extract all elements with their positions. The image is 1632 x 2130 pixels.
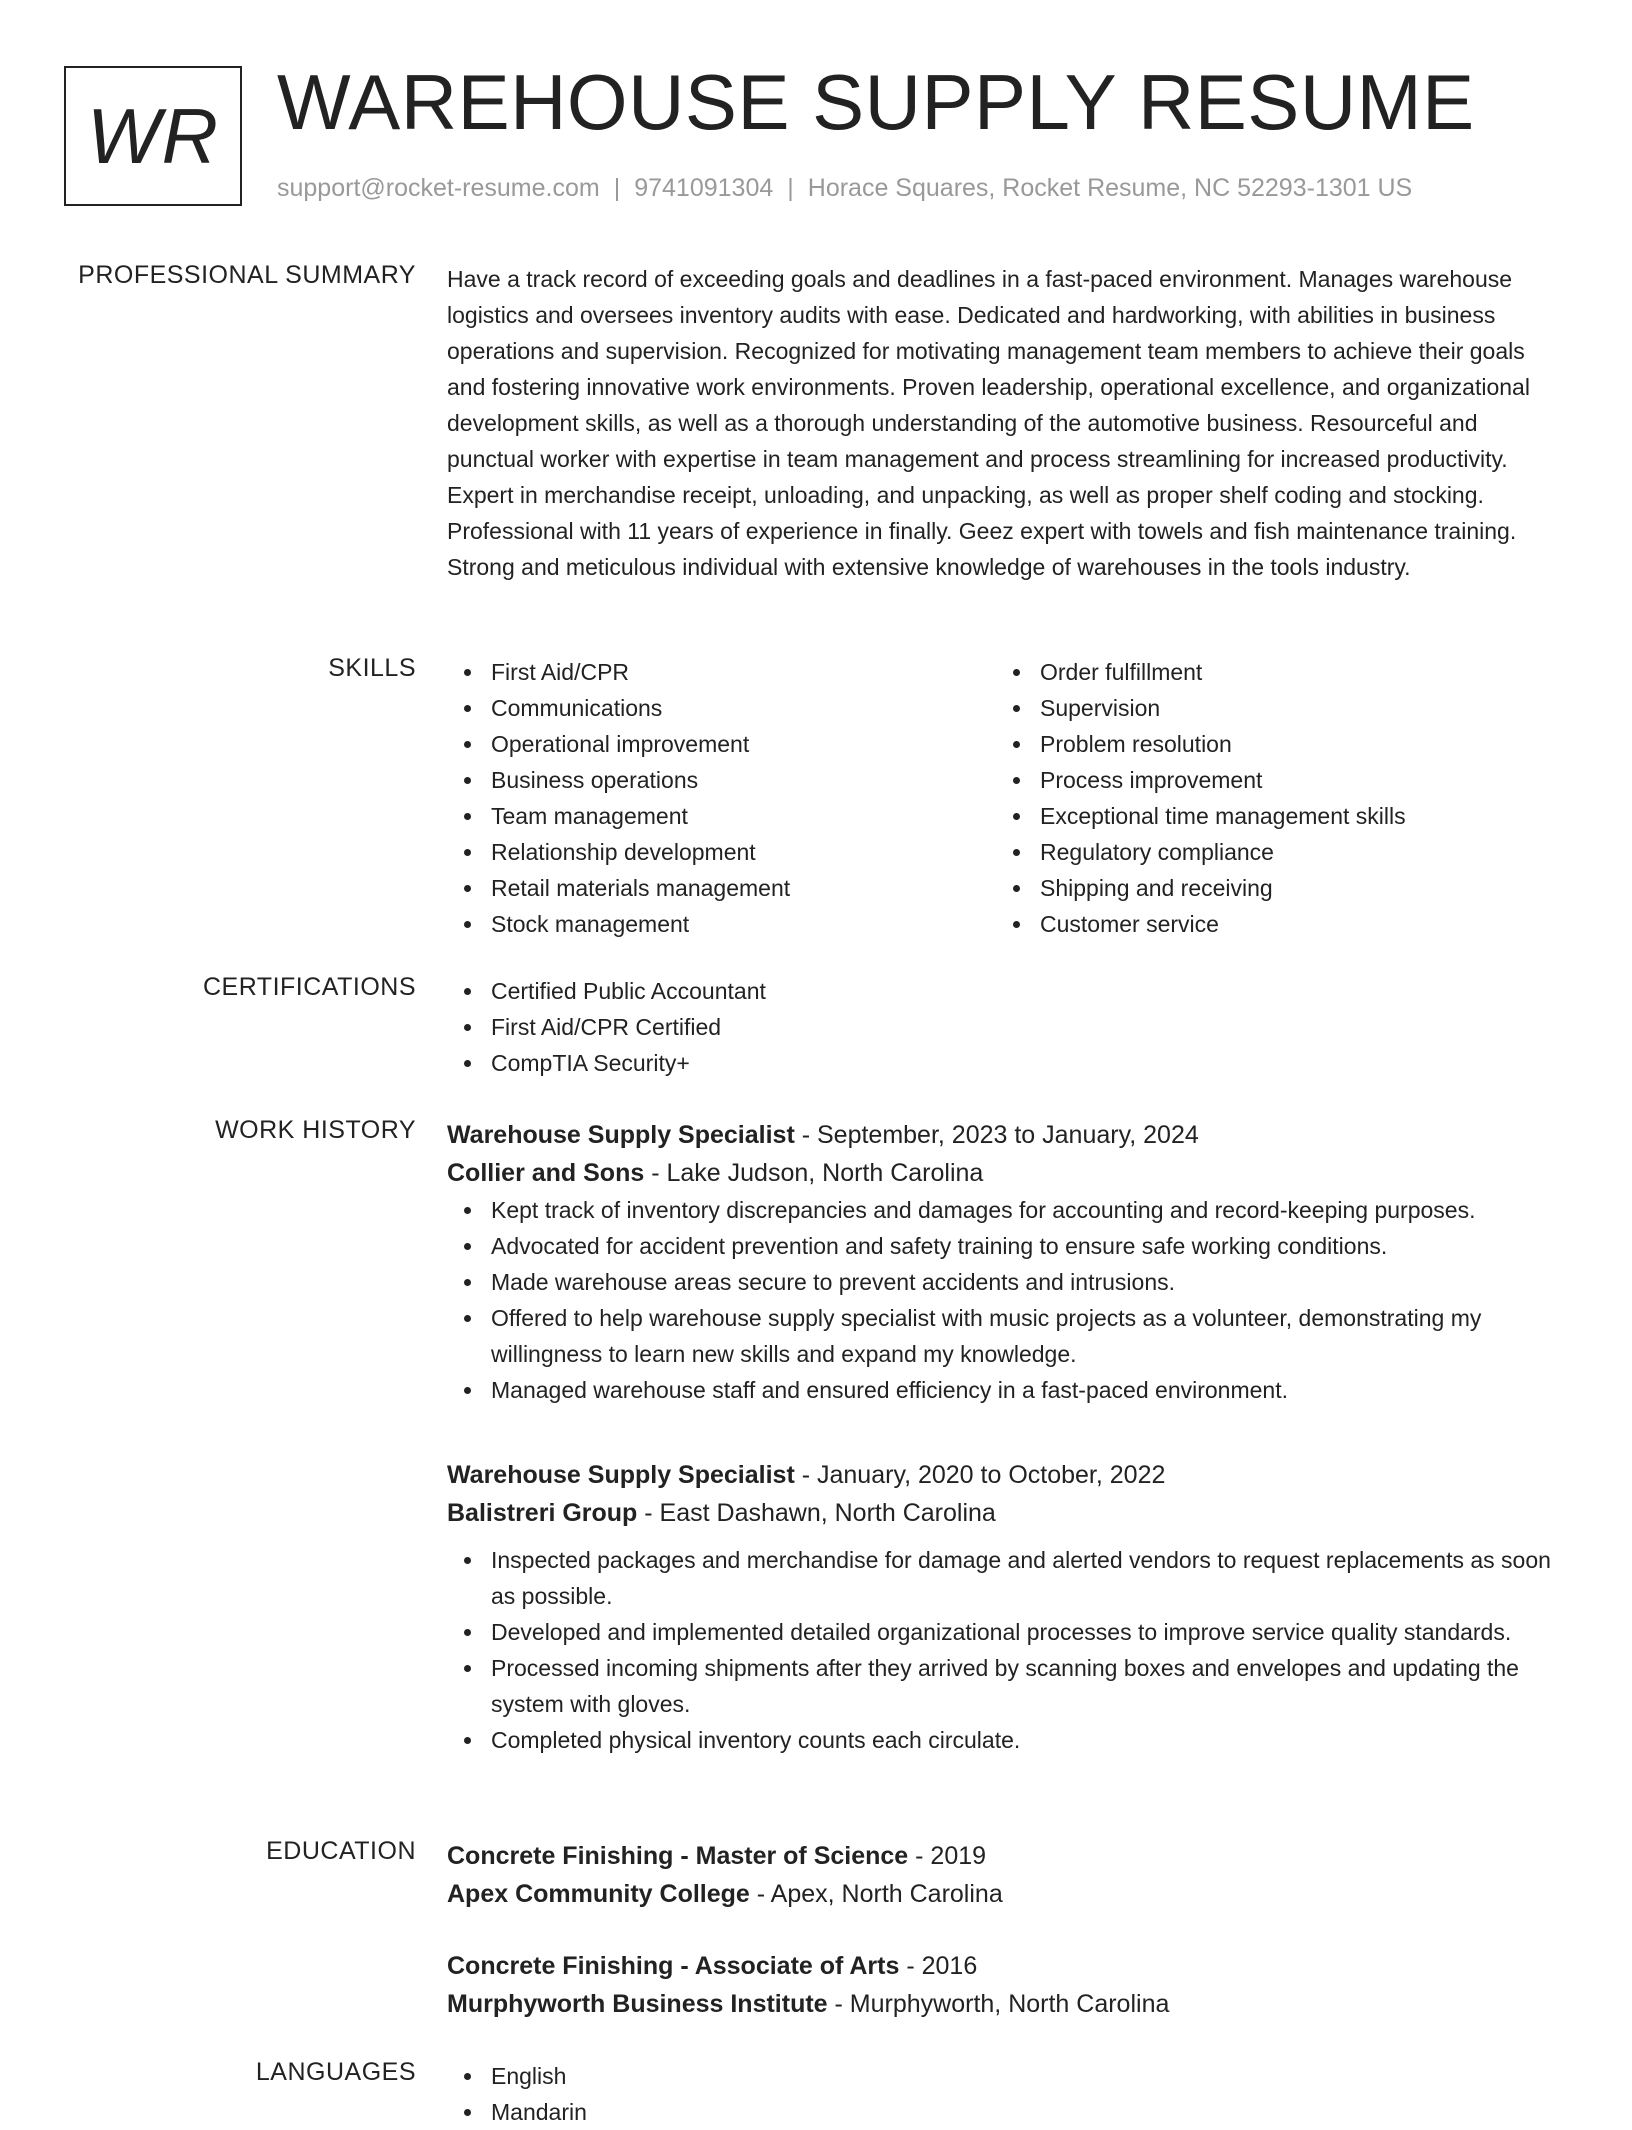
skill-item: Business operations	[447, 762, 987, 798]
resume-title: WAREHOUSE SUPPLY RESUME	[277, 58, 1475, 146]
skill-item: Regulatory compliance	[996, 834, 1536, 870]
language-item: English	[447, 2058, 1567, 2094]
job-bullet: Completed physical inventory counts each circulate.	[447, 1722, 1567, 1758]
job-bullet: Inspected packages and merchandise for damage and alerted vendors to request replacements as soon as possible.	[447, 1542, 1567, 1614]
contact-address: Horace Squares, Rocket Resume, NC 52293-1301 US	[807, 174, 1413, 202]
language-item: Mandarin	[447, 2094, 1567, 2130]
skill-item: Order fulfillment	[996, 654, 1536, 690]
job-location: - Lake Judson, North Carolina	[644, 1159, 984, 1187]
education-entry	[447, 1837, 1567, 1913]
job-title-line	[447, 1116, 1567, 1154]
education-school: Murphyworth Business Institute	[447, 1990, 828, 2018]
job-entry	[447, 1456, 1567, 1758]
job-bullet: Made warehouse areas secure to prevent accidents and intrusions.	[447, 1264, 1567, 1300]
skill-item: Relationship development	[447, 834, 987, 870]
education-year: - 2019	[908, 1842, 987, 1870]
contact-separator: |	[613, 174, 621, 202]
education-entry	[447, 1947, 1169, 2023]
job-company-line	[447, 1494, 1567, 1532]
skill-item: Supervision	[996, 690, 1536, 726]
certification-item: First Aid/CPR Certified	[447, 1009, 1567, 1045]
skill-item: Operational improvement	[447, 726, 987, 762]
contact-line	[277, 174, 1412, 203]
skills-column-right	[996, 654, 1536, 942]
monogram-logo	[64, 66, 242, 206]
section-label-education: EDUCATION	[266, 1837, 416, 1865]
education-degree-line	[447, 1837, 1567, 1875]
skill-item: Communications	[447, 690, 987, 726]
job-company: Collier and Sons	[447, 1159, 645, 1187]
job-company: Balistreri Group	[447, 1499, 638, 1527]
skill-item: Customer service	[996, 906, 1536, 942]
job-bullet: Advocated for accident prevention and safety training to ensure safe working conditions.	[447, 1228, 1567, 1264]
section-label-languages: LANGUAGES	[255, 2058, 416, 2086]
education-degree: Concrete Finishing - Associate of Arts	[447, 1952, 900, 1980]
job-bullet: Offered to help warehouse supply specialist with music projects as a volunteer, demonstrating my willingness to learn new skills and expand my knowledge.	[447, 1300, 1567, 1372]
job-dates: - September, 2023 to January, 2024	[794, 1121, 1199, 1149]
education-school: Apex Community College	[447, 1880, 750, 1908]
skill-item: Problem resolution	[996, 726, 1536, 762]
section-label-skills: SKILLS	[328, 654, 416, 682]
job-title: Warehouse Supply Specialist	[447, 1461, 795, 1489]
certification-item: Certified Public Accountant	[447, 973, 1567, 1009]
skill-item: First Aid/CPR	[447, 654, 987, 690]
certification-item: CompTIA Security+	[447, 1045, 1567, 1081]
job-bullet: Managed warehouse staff and ensured efficiency in a fast-paced environment.	[447, 1372, 1567, 1408]
job-location: - East Dashawn, North Carolina	[637, 1499, 996, 1527]
education-degree-line	[447, 1947, 1169, 1985]
contact-separator: |	[787, 174, 794, 202]
job-bullet: Processed incoming shipments after they arrived by scanning boxes and envelopes and updating the system with gloves.	[447, 1650, 1567, 1722]
monogram-text: WR	[87, 91, 219, 180]
job-dates: - January, 2020 to October, 2022	[794, 1461, 1166, 1489]
skill-item: Shipping and receiving	[996, 870, 1536, 906]
section-label-summary: PROFESSIONAL SUMMARY	[78, 261, 416, 289]
education-school-line	[447, 1875, 1567, 1913]
skill-item: Exceptional time management skills	[996, 798, 1536, 834]
section-label-work-history: WORK HISTORY	[215, 1116, 416, 1144]
education-school-line	[447, 1985, 1169, 2023]
skill-item: Stock management	[447, 906, 987, 942]
section-label-certifications: CERTIFICATIONS	[202, 973, 416, 1001]
contact-email[interactable]: support@rocket-resume.com	[277, 174, 600, 202]
job-title: Warehouse Supply Specialist	[447, 1121, 795, 1149]
education-degree: Concrete Finishing - Master of Science	[447, 1842, 909, 1870]
job-company-line	[447, 1154, 1567, 1192]
contact-phone[interactable]: 9741091304	[634, 174, 774, 202]
education-location: - Apex, North Carolina	[749, 1880, 1003, 1908]
job-bullet: Developed and implemented detailed organizational processes to improve service quality standards.	[447, 1614, 1567, 1650]
skill-item: Process improvement	[996, 762, 1536, 798]
job-entry	[447, 1116, 1567, 1408]
summary-text: Have a track record of exceeding goals and deadlines in a fast-paced environment. Manages warehouse logistics and oversees inventory audits with ease. Dedicated and hardworking, with abilities in business operations and supervision. Recognized for motivating management team members to achieve their goals and fostering innovative work environments. Proven leadership, operational excellence, and organizational development skills, as well as a thorough understanding of the automotive business. Resourceful and punctual worker with expertise in team management and process streamlining for increased productivity. Expert in merchandise receipt, unloading, and unpacking, as well as proper shelf coding and stocking. Professional with 11 years of experience in finally. Geez expert with towels and fish maintenance training. Strong and meticulous individual with extensive knowledge of warehouses in the tools industry.	[447, 266, 1530, 580]
job-title-line	[447, 1456, 1567, 1494]
skill-item: Team management	[447, 798, 987, 834]
education-location: - Murphyworth, North Carolina	[827, 1990, 1170, 2018]
skills-column-left	[447, 654, 987, 942]
skill-item: Retail materials management	[447, 870, 987, 906]
education-year: - 2016	[899, 1952, 978, 1980]
job-bullet: Kept track of inventory discrepancies and damages for accounting and record-keeping purposes.	[447, 1192, 1567, 1228]
